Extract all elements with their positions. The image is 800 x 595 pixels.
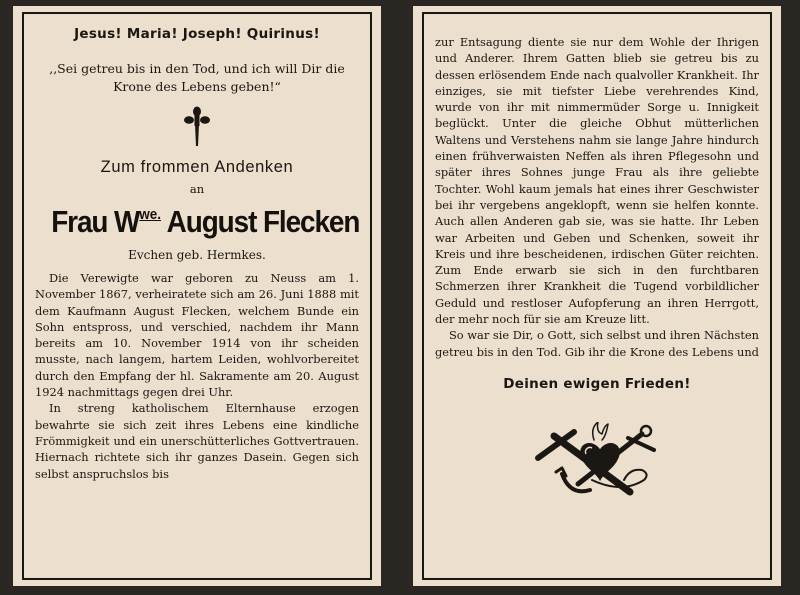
biography-paragraph: So war sie Dir, o Gott, sich selbst und ihren Nächsten getreu bis in den Tod. Gib ihr die Krone des Lebens und [435, 328, 759, 359]
name-main: August Flecken [166, 204, 360, 239]
faith-hope-love-emblem-icon [435, 422, 759, 506]
biography-paragraph: Die Verewigte war geboren zu Neuss am 1. November 1867, verheiratete sich am 26. Juni 1888 mit dem Kaufmann August Flecken, welchem Bunde ein Sohn entspross, und verschied, nachdem ihr Mann bereits am 10. November 1914 von ihr scheiden musste, nach langem, hartem Leiden, wohlvorbereitet durch den Empfang der hl. Sakramente am 20. August 1924 nachmittags gegen drei Uhr. [35, 271, 359, 400]
bible-quote: ,,Sei getreu bis in den Tod, und ich will Dir die Krone des Lebens geben!“ [49, 61, 345, 94]
cross-fleury-icon [35, 106, 359, 150]
right-card [413, 6, 781, 586]
biography-paragraph: zur Entsagung diente sie nur dem Wohle der Ihrigen und Anderer. Ihrem Gatten blieb sie getreu bis zu dessen erlösendem Ende nach qualvoller Krankheit. Ihr einziges, sie mit tiefster Liebe verehrendes Kind, wurde von ihr mit nimmermüder Sorge u. Innigkeit beglückt. Unter die gleiche Obhut mütterlichen Waltens und Verstehens nahm sie lange Jahre hindurch einen frühverwaisten Neffen als ihren Pflegesohn und später ihres Sohnes junge Frau als ihre geliebte Tochter. Wohl kaum jemals hat eines ihrer Geschwister bei ihr vergebens angeklopft, wenn sie helfen konnte. Auch allen Anderen gab sie, was sie hatte. Ihr Leben war Arbeiten und Geben und Schenken, soweit ihr Kreis und ihre bescheidenen, irdischen Güter reichten. Zum Ende erwarb sie sich in den furchtbaren Schmerzen ihrer Krankheit die Tugend vorbildlicher Geduld und restloser Aufopferung an ihren Herrgott, der mehr noch für sie am Kreuze litt. [435, 35, 759, 327]
invocation-header: Jesus! Maria! Joseph! Quirinus! [74, 26, 320, 42]
right-card-content [435, 34, 759, 506]
memorial-an: an [189, 182, 205, 196]
name-prefix: Frau W [51, 204, 140, 239]
name-superscript: we. [139, 206, 162, 223]
left-card [13, 6, 381, 586]
biography-paragraph: In streng katholischem Elternhause erzogen bewahrte sie sich zeit ihres Lebens eine kindliche Frömmigkeit und ein unerschütterliches Gottvertrauen. Hiernach richtete sich ihr ganzes Dasein. Gegen sich selbst anspruchslos bis [35, 401, 359, 481]
memorial-title: Zum frommen Andenken [100, 158, 294, 176]
closing-line: Deinen ewigen Frieden! [503, 375, 691, 392]
deceased-name [51, 204, 360, 240]
left-card-content [35, 26, 359, 482]
maiden-name: Evchen geb. Hermkes. [128, 248, 266, 262]
